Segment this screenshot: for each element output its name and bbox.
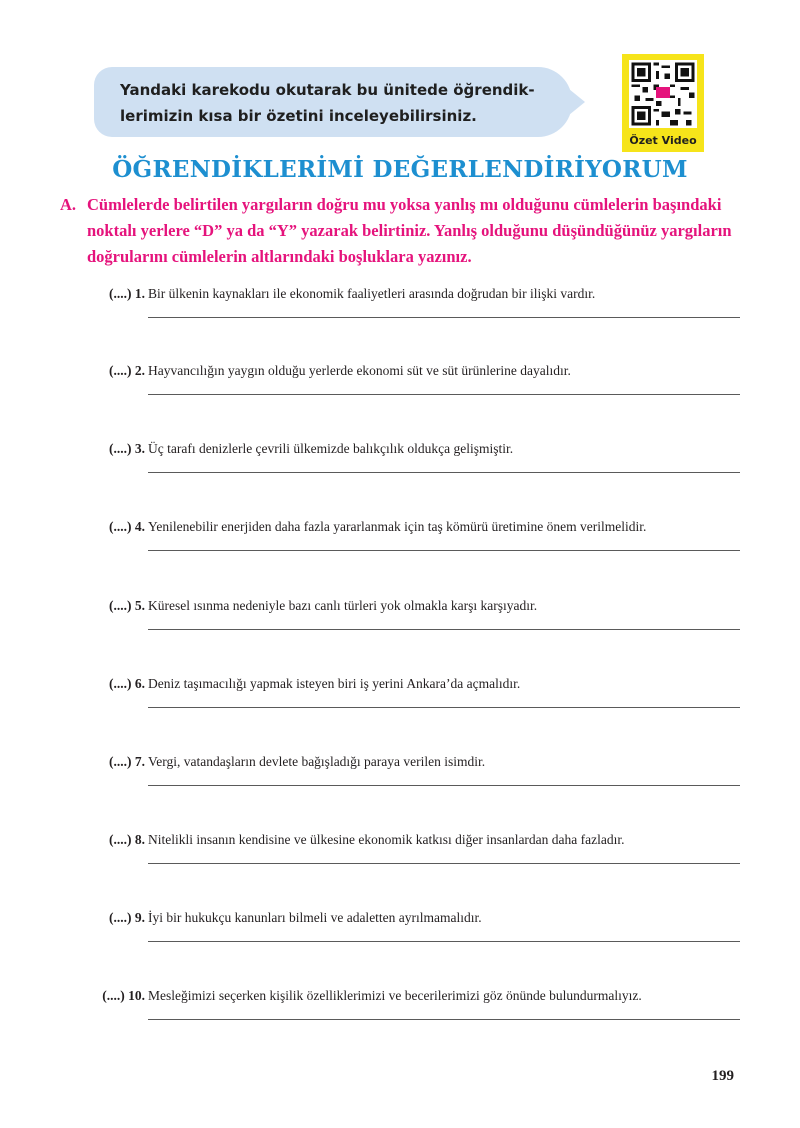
answer-line[interactable] [148,317,740,318]
qr-code-label: Özet Video [629,134,697,147]
answer-slot[interactable]: (....) 4. [109,519,145,534]
answer-line[interactable] [148,550,740,551]
question-item-6 [78,676,740,736]
instruction-block [60,192,750,270]
question-text: Vergi, vatandaşların devlete bağışladığı paraya verilen isimdir. [148,754,486,769]
question-item-4 [78,519,740,579]
question-text: Üç tarafı denizlerle çevrili ülkemizde balıkçılık oldukça gelişmiştir. [148,441,514,456]
answer-line[interactable] [148,472,740,473]
answer-line[interactable] [148,1019,740,1020]
info-bubble-line-2: lerimizin kısa bir özetini inceleyebilirsiniz. [120,107,477,125]
question-item-1 [78,286,740,346]
answer-slot[interactable]: (....) 6. [109,676,145,691]
info-bubble-line-1: Yandaki karekodu okutarak bu ünitede öğrendik- [120,81,535,99]
answer-slot[interactable]: (....) 7. [109,754,145,769]
qr-code-panel[interactable] [622,54,704,152]
question-item-10 [78,988,740,1048]
question-item-3 [78,441,740,501]
question-text: Hayvancılığın yaygın olduğu yerlerde ekonomi süt ve süt ürünlerine dayalıdır. [148,363,571,378]
question-text: Bir ülkenin kaynakları ile ekonomik faaliyetleri arasında doğrudan bir ilişki vardır. [148,286,596,301]
answer-slot[interactable]: (....) 2. [109,363,145,378]
question-item-2 [78,363,740,423]
answer-slot[interactable]: (....) 9. [109,910,145,925]
question-item-7 [78,754,740,814]
answer-slot[interactable]: (....) 3. [109,441,145,456]
question-text: Mesleğimizi seçerken kişilik özelliklerimizi ve becerilerimizi göz önünde bulundurmalıyız. [148,988,642,1003]
answer-slot[interactable]: (....) 1. [109,286,145,301]
answer-slot[interactable]: (....) 5. [109,598,145,613]
answer-line[interactable] [148,941,740,942]
answer-line[interactable] [148,785,740,786]
question-text: Yenilenebilir enerjiden daha fazla yararlanmak için taş kömürü üretimine önem verilmelidir. [148,519,647,534]
question-text: Küresel ısınma nedeniyle bazı canlı türleri yok olmakla karşı karşıyadır. [148,598,538,613]
answer-slot[interactable]: (....) 8. [109,832,145,847]
answer-line[interactable] [148,394,740,395]
qr-code-icon[interactable] [629,60,697,128]
question-text: Deniz taşımacılığı yapmak isteyen biri iş yerini Ankara’da açmalıdır. [148,676,521,691]
question-text: Nitelikli insanın kendisine ve ülkesine ekonomik katkısı diğer insanlardan daha fazladır. [148,832,625,847]
page-title: ÖĞRENDİKLERİMİ DEĞERLENDİRİYORUM [112,156,688,183]
answer-line[interactable] [148,629,740,630]
question-item-9 [78,910,740,970]
answer-line[interactable] [148,863,740,864]
info-bubble [94,67,572,137]
instruction-letter: A. [60,195,77,214]
page-number: 199 [711,1068,734,1084]
question-item-5 [78,598,740,658]
question-item-8 [78,832,740,892]
question-text: İyi bir hukukçu kanunları bilmeli ve adaletten ayrılmamalıdır. [148,910,482,925]
instruction-text: Cümlelerde belirtilen yargıların doğru mu yoksa yanlış mı olduğunu cümlelerin başındaki noktalı yerlere “D” ya da “Y” yazarak belirtiniz. Yanlış olduğunu düşündüğünüz yargıların doğrularını cümlelerin altlarındaki boşluklara yazınız. [87,195,732,266]
answer-slot[interactable]: (....) 10. [102,988,145,1003]
answer-line[interactable] [148,707,740,708]
